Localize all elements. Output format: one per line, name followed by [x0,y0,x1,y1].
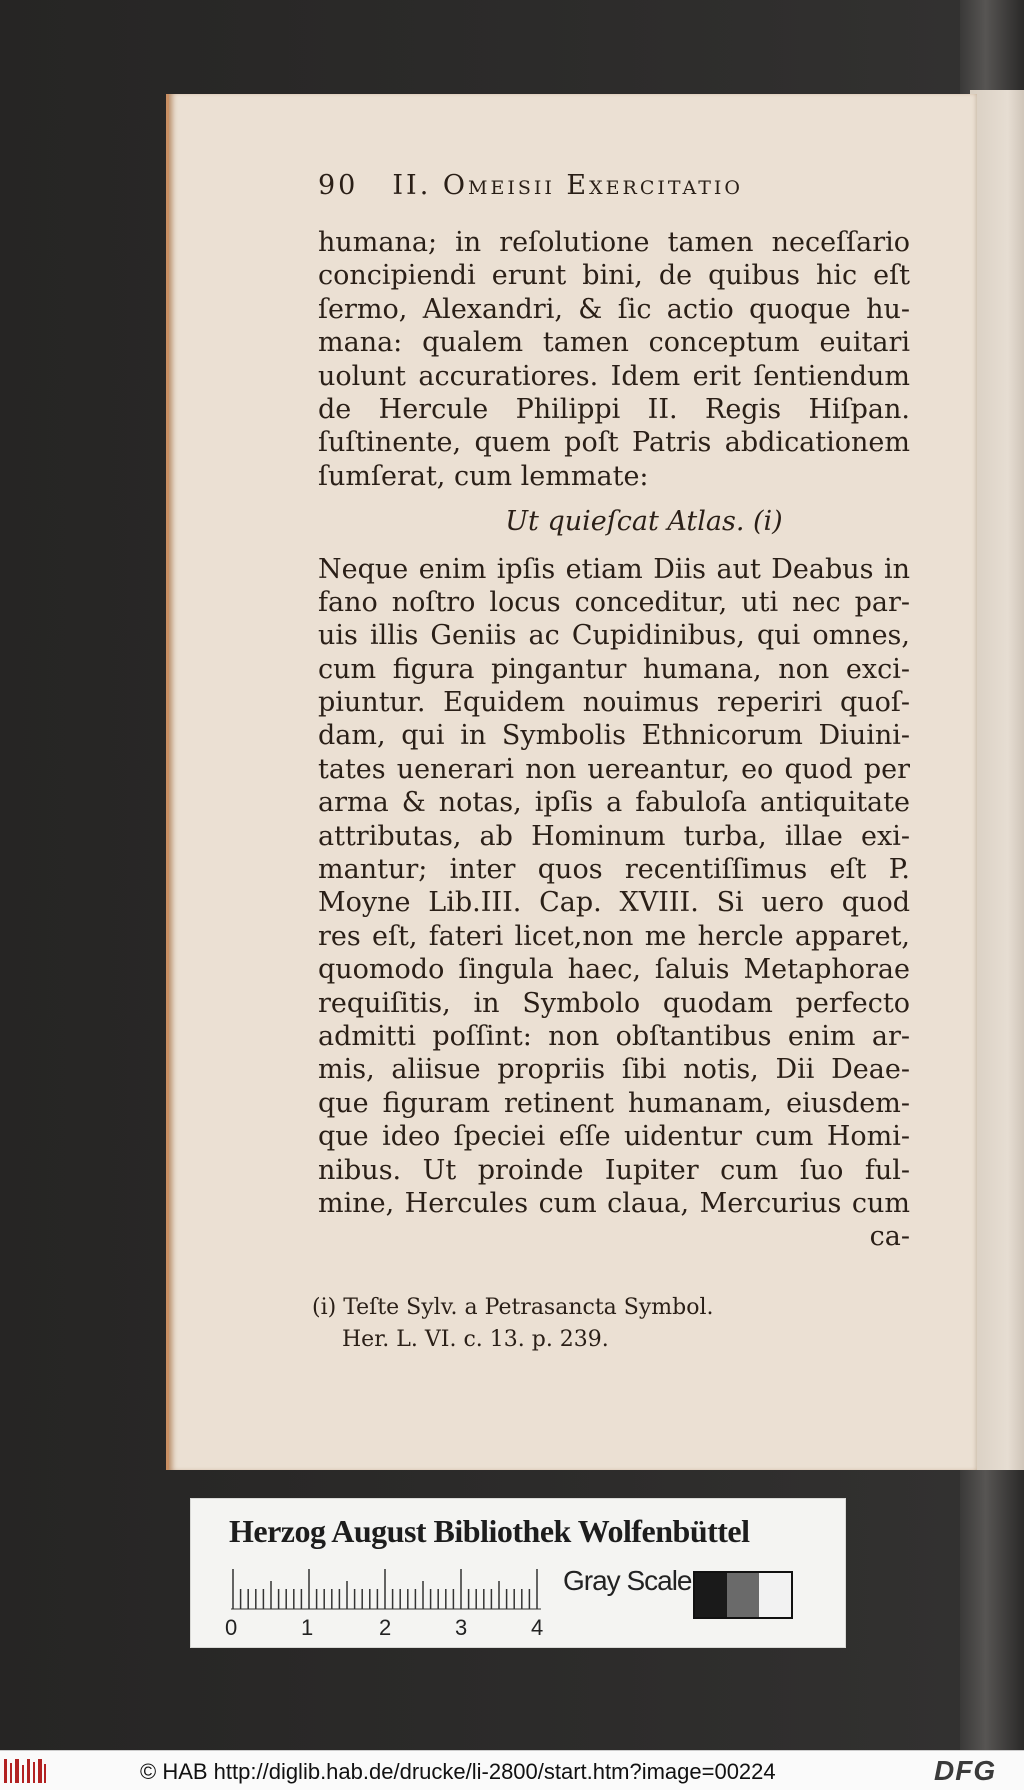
text-line: mantur; inter quos recentiſſimus eſt P. [318,854,910,886]
footnote-line: Her. L. VI. c. 13. p. 239. [342,1327,609,1352]
text-line: ſumſerat, cum lemmate: [318,460,649,492]
text-line: res eſt, fateri licet,non me hercle apparet, [318,920,910,952]
text-line: mine, Hercules cum claua, Mercurius cum [318,1187,910,1219]
text-line: dam, qui in Symbolis Ethnicorum Diuini- [318,720,910,752]
gray-swatch-mid [727,1573,759,1617]
text-line: mana: qualem tamen conceptum euitari [318,327,910,359]
text-line: cum figura pingantur humana, non exci- [318,653,910,685]
facing-page-edge [970,90,1024,1470]
text-line: Moyne Lib.III. Cap. XVIII. Si uero quod [318,887,910,919]
text-line: que ideo ſpeciei eſſe uidentur cum Homi- [318,1121,910,1153]
source-link[interactable]: © HAB http://diglib.hab.de/drucke/li-2800/start.htm?image=00224 [140,1759,776,1784]
footer-bar [0,1750,1024,1790]
text-line: uis illis Geniis ac Cupidinibus, qui omnes, [318,620,910,652]
footnote [312,1292,910,1356]
body-text [318,226,910,1254]
library-name: Herzog August Bibliothek Wolfenbüttel [229,1513,750,1549]
ruler-digit: 2 [379,1615,392,1640]
page-number: 90 [318,170,359,201]
text-line: requiſitis, in Symbolo quodam perfecto [318,987,910,1019]
dfg-logo: DFG [934,1755,997,1786]
text-line: fano noſtro locus conceditur, uti nec par- [318,586,910,618]
text-line: attributas, ab Hominum turba, illae exi- [318,820,910,852]
text-line: admitti poſſint: non obſtantibus enim ar- [318,1020,910,1052]
gray-scale-swatches [693,1571,793,1619]
text-line: nibus. Ut proinde Iupiter cum ſuo ful- [318,1154,910,1186]
text-line: quomodo ſingula haec, ſaluis Metaphorae [318,954,910,986]
ruler-digit: 3 [455,1615,468,1640]
ruler-digit: 4 [531,1615,544,1640]
footnote-line: (i) Teſte Sylv. a Petrasancta Symbol. [312,1295,714,1320]
text-line: ſuſtinente, quem poſt Patris abdicationem [318,427,910,459]
ruler-scale [231,1569,553,1617]
gray-swatch-dark [695,1573,727,1617]
barcode-icon [4,1757,48,1785]
ruler-digit: 0 [225,1615,238,1640]
ruler-digit: 1 [301,1615,314,1640]
text-line: piuntur. Equidem nouimus reperiri quoſ- [318,687,910,719]
text-line: ſermo, Alexandri, & ſic actio quoque hu- [318,293,910,325]
text-line: concipiendi erunt bini, de quibus hic eſt [318,260,910,292]
lemma: Ut quieſcat Atlas. (i) [505,506,783,538]
gray-scale-label: Gray Scale [563,1565,692,1596]
text-line: Neque enim ipſis etiam Diis aut Deabus in [318,553,910,585]
gray-swatch-light [759,1573,791,1617]
running-title: II. Omeisii Exercitatio [392,170,743,201]
text-line: que figuram retinent humanam, eiusdem- [318,1087,910,1119]
text-line: humana; in reſolutione tamen neceſſario [318,227,910,258]
text-line: de Hercule Philippi II. Regis Hiſpan. [318,393,910,425]
color-target-card [190,1498,846,1648]
catchword: ca- [869,1221,910,1253]
text-line: uolunt accuratiores. Idem erit ſentiendum [318,360,910,392]
text-line: arma & notas, ipſis a fabuloſa antiquitate [318,787,910,819]
text-line: mis, aliisue propriis ſibi notis, Dii Deae- [318,1054,910,1086]
text-line: tates uenerari non uereantur, eo quod per [318,753,910,785]
running-head [318,170,838,210]
